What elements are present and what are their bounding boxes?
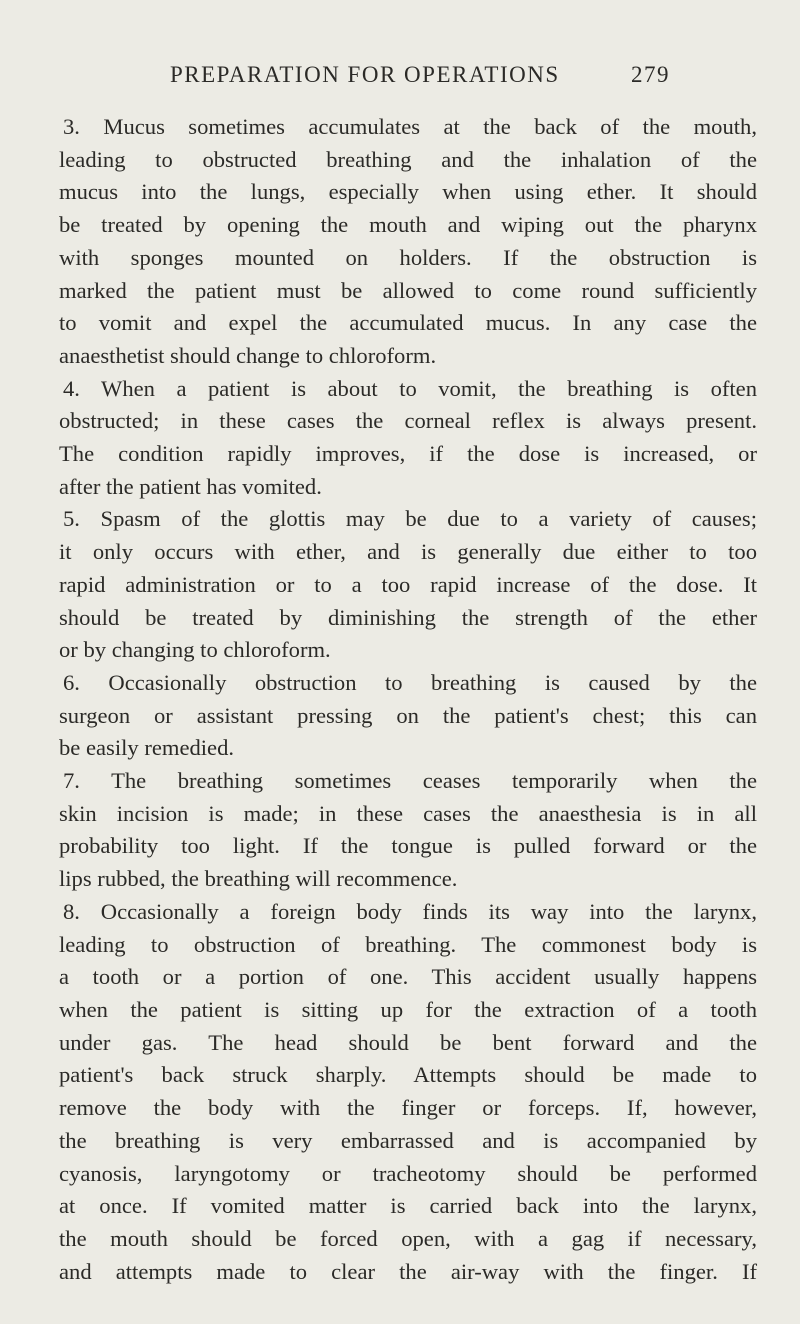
text-line: surgeon or assistant pressing on the patient's chest; this can bbox=[59, 702, 757, 728]
text-line: probability too light. If the tongue is pulled forward or the bbox=[59, 833, 757, 859]
paragraph bbox=[57, 111, 757, 373]
text-line: leading to obstruction of breathing. The commonest body is bbox=[59, 931, 757, 957]
text-line: to vomit and expel the accumulated mucus. In any case the bbox=[59, 310, 757, 336]
paragraph bbox=[57, 765, 757, 896]
text-line: 4. When a patient is about to vomit, the breathing is often bbox=[63, 375, 757, 401]
paragraph bbox=[57, 503, 757, 667]
text-line: a tooth or a portion of one. This accident usually happens bbox=[59, 964, 757, 990]
text-line: 5. Spasm of the glottis may be due to a variety of causes; bbox=[63, 506, 757, 532]
text-line: leading to obstructed breathing and the inhalation of the bbox=[59, 146, 757, 172]
text-line: cyanosis, laryngotomy or tracheotomy should be performed bbox=[59, 1160, 757, 1186]
text-line: lips rubbed, the breathing will recommence. bbox=[59, 866, 458, 892]
text-line: anaesthetist should change to chloroform. bbox=[59, 342, 437, 368]
text-line: 3. Mucus sometimes accumulates at the back of the mouth, bbox=[63, 114, 757, 139]
text-line: should be treated by diminishing the strength of the ether bbox=[59, 604, 757, 630]
body-text bbox=[57, 111, 757, 1288]
text-line: marked the patient must be allowed to come round sufficiently bbox=[59, 277, 757, 303]
text-line: rapid administration or to a too rapid increase of the dose. It bbox=[59, 571, 757, 597]
text-line: patient's back struck sharply. Attempts should be made to bbox=[59, 1062, 757, 1088]
text-line: at once. If vomited matter is carried back into the larynx, bbox=[59, 1193, 757, 1219]
text-line: the mouth should be forced open, with a gag if necessary, bbox=[59, 1225, 757, 1251]
text-line: after the patient has vomited. bbox=[59, 473, 322, 499]
text-line: when the patient is sitting up for the extraction of a tooth bbox=[59, 996, 757, 1022]
text-line: with sponges mounted on holders. If the obstruction is bbox=[59, 244, 757, 270]
text-line: skin incision is made; in these cases the anaesthesia is in all bbox=[59, 800, 757, 826]
text-line: remove the body with the finger or forceps. If, however, bbox=[59, 1095, 757, 1121]
text-line: 6. Occasionally obstruction to breathing is caused by the bbox=[63, 669, 757, 695]
paragraph bbox=[57, 896, 757, 1288]
running-head bbox=[170, 58, 670, 92]
text-line: and attempts made to clear the air-way with the finger. If bbox=[59, 1258, 757, 1284]
text-line: obstructed; in these cases the corneal reflex is always present. bbox=[59, 408, 757, 434]
text-line: it only occurs with ether, and is generally due either to too bbox=[59, 539, 757, 565]
paragraph bbox=[57, 667, 757, 765]
text-line: The condition rapidly improves, if the dose is increased, or bbox=[59, 441, 757, 467]
text-line: under gas. The head should be bent forward and the bbox=[59, 1029, 757, 1055]
page-number: 279 bbox=[631, 62, 670, 87]
paragraph bbox=[57, 373, 757, 504]
text-line: be easily remedied. bbox=[59, 735, 235, 761]
text-line: 7. The breathing sometimes ceases temporarily when the bbox=[63, 768, 757, 794]
text-line: be treated by opening the mouth and wiping out the pharynx bbox=[59, 212, 757, 238]
text-line: mucus into the lungs, especially when using ether. It should bbox=[59, 179, 757, 205]
text-line: the breathing is very embarrassed and is accompanied by bbox=[59, 1127, 757, 1153]
text-line: 8. Occasionally a foreign body finds its way into the larynx, bbox=[63, 898, 757, 924]
running-head-title: PREPARATION FOR OPERATIONS bbox=[170, 62, 560, 87]
text-line: or by changing to chloroform. bbox=[59, 637, 331, 663]
